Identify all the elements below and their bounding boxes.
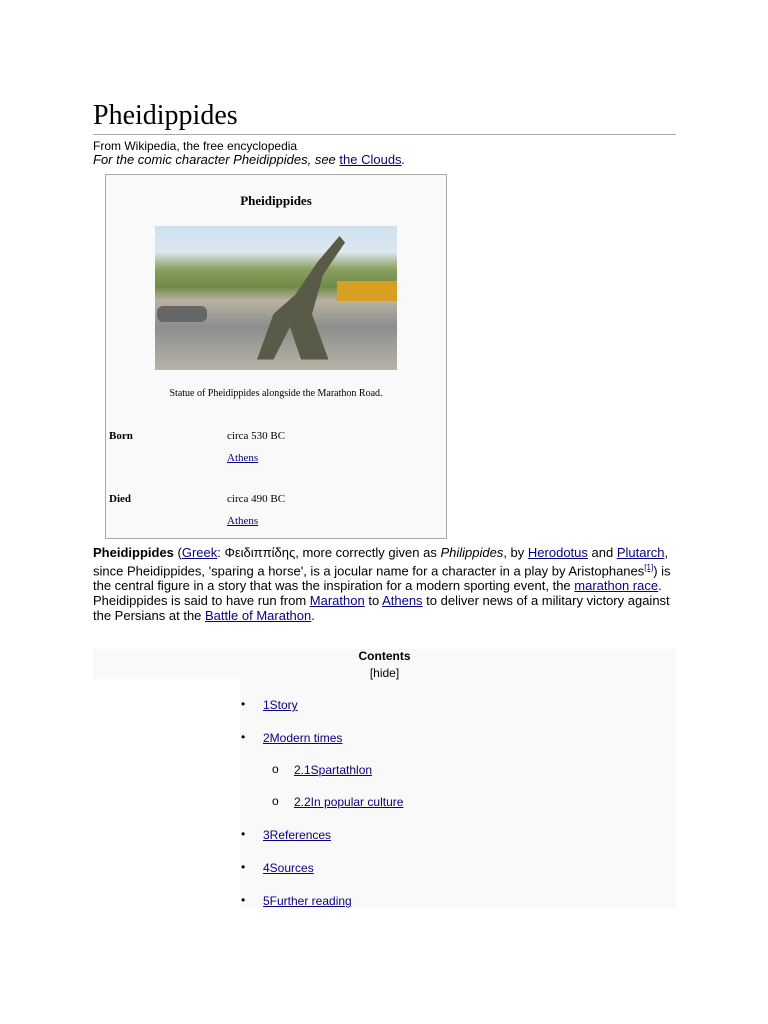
hatnote bbox=[93, 152, 405, 167]
intro-paragraph bbox=[93, 545, 683, 623]
sub-bullet-icon: o bbox=[272, 762, 279, 776]
bullet-icon: • bbox=[241, 827, 246, 841]
died-place-link[interactable]: Athens bbox=[227, 515, 259, 527]
bullet-icon: • bbox=[241, 893, 246, 907]
toc-title: Contents bbox=[358, 649, 411, 663]
bullet-icon: • bbox=[241, 860, 246, 874]
title-divider bbox=[93, 134, 676, 135]
battle-of-marathon-link[interactable]: Battle of Marathon bbox=[205, 608, 312, 624]
hatnote-end: . bbox=[401, 152, 406, 167]
toc-item-spartathlon[interactable]: 2.1Spartathlon bbox=[294, 763, 373, 777]
sub-bullet-icon: o bbox=[272, 794, 279, 808]
text: Philippides bbox=[440, 545, 504, 560]
toc-indent bbox=[93, 679, 240, 909]
died-date: circa 490 BC bbox=[227, 493, 286, 505]
toc-item-story[interactable]: 1Story bbox=[263, 698, 298, 712]
marathon-link[interactable]: Marathon bbox=[309, 593, 365, 609]
hatnote-text: For the comic character Pheidippides, see bbox=[93, 152, 340, 167]
infobox bbox=[105, 174, 447, 539]
born-place-link[interactable]: Athens bbox=[227, 452, 259, 464]
car bbox=[157, 306, 207, 322]
toc-item-modern-times[interactable]: 2Modern times bbox=[263, 731, 343, 745]
marathon-race-link[interactable]: marathon race bbox=[574, 578, 659, 594]
text: and bbox=[587, 545, 617, 560]
text: , since Pheidippides, 'sparing a horse', is a jocular name for a character in a play by Aristophanes bbox=[93, 545, 669, 579]
infobox-title: Pheidippides bbox=[240, 193, 312, 208]
subject-bold: Pheidippides bbox=[93, 545, 174, 560]
statue-image[interactable] bbox=[155, 226, 397, 370]
text: . Pheidippides is said to have run from bbox=[93, 578, 662, 609]
text: , by bbox=[503, 545, 528, 560]
text: : Φειδιππίδης, more correctly given as bbox=[217, 545, 441, 560]
truck bbox=[337, 281, 397, 301]
born-date: circa 530 BC bbox=[227, 430, 286, 442]
tagline: From Wikipedia, the free encyclopedia bbox=[93, 139, 298, 153]
toc-item-sources[interactable]: 4Sources bbox=[263, 861, 314, 875]
text: ) is the central figure in a story that was the inspiration for a modern sporting event, the bbox=[93, 563, 671, 594]
greek-link[interactable]: Greek bbox=[181, 545, 218, 560]
the-clouds-link[interactable]: the Clouds bbox=[339, 152, 402, 167]
text: . bbox=[311, 608, 315, 624]
bullet-icon: • bbox=[241, 730, 246, 744]
text: ( bbox=[173, 545, 182, 560]
image-caption: Statue of Pheidippides alongside the Marathon Road. bbox=[169, 388, 383, 399]
page-title: Pheidippides bbox=[93, 100, 238, 131]
athens-link[interactable]: Athens bbox=[382, 593, 423, 609]
toc-item-popular-culture[interactable]: 2.2In popular culture bbox=[294, 795, 404, 809]
died-label: Died bbox=[109, 493, 131, 505]
statue bbox=[235, 236, 345, 366]
born-label: Born bbox=[109, 430, 133, 442]
table-of-contents bbox=[93, 649, 676, 909]
text: to deliver news of a military victory against the Persians at the bbox=[93, 593, 670, 624]
plutarch-link[interactable]: Plutarch bbox=[616, 545, 665, 560]
toc-item-references[interactable]: 3References bbox=[263, 828, 332, 842]
reference-link[interactable]: [1] bbox=[644, 563, 654, 572]
toc-item-further-reading[interactable]: 5Further reading bbox=[263, 894, 352, 908]
bullet-icon: • bbox=[241, 697, 246, 711]
herodotus-link[interactable]: Herodotus bbox=[527, 545, 588, 560]
toc-hide-toggle[interactable]: [hide] bbox=[369, 666, 400, 680]
text: to bbox=[364, 593, 383, 609]
